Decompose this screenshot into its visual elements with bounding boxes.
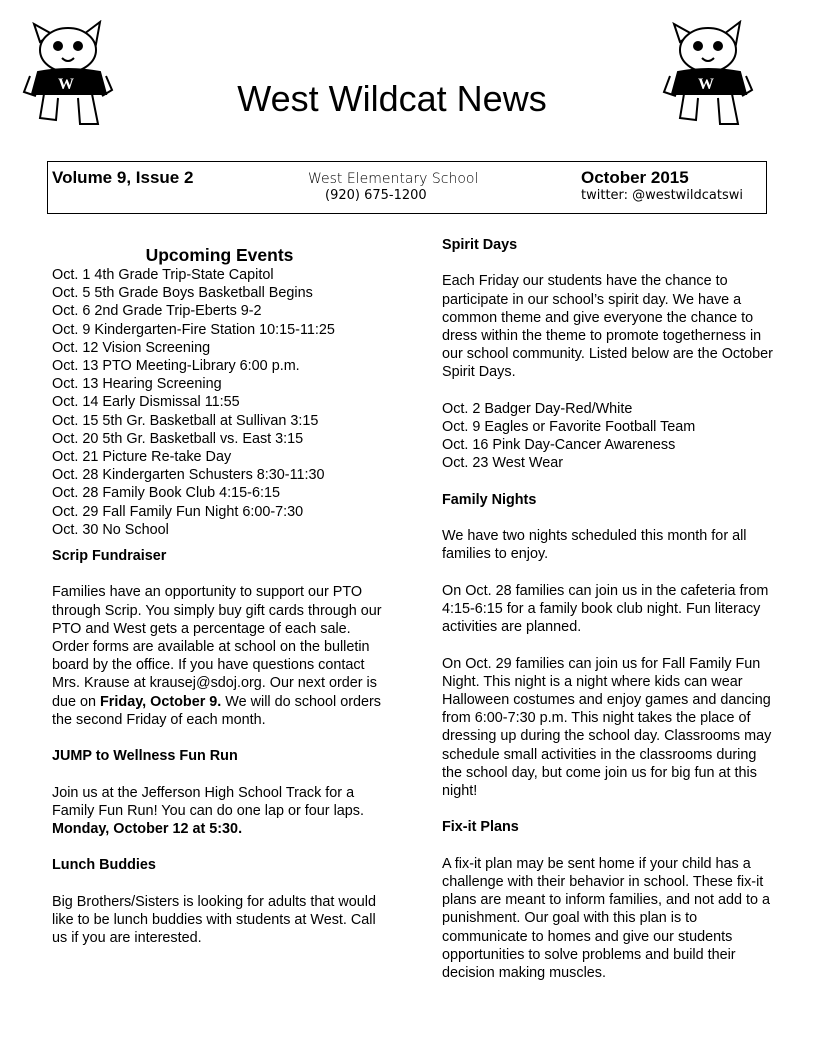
- volume-issue: Volume 9, Issue 2: [52, 168, 194, 187]
- spirit-heading: Spirit Days: [442, 237, 518, 253]
- events-list: [52, 266, 387, 539]
- issue-date: October 2015: [581, 168, 689, 187]
- event-item: Oct. 20 5th Gr. Basketball vs. East 3:15: [52, 430, 304, 447]
- spirit-day-item: Oct. 2 Badger Day-Red/White: [442, 400, 633, 417]
- event-item: Oct. 9 Kindergarten-Fire Station 10:15-11:25: [52, 321, 335, 338]
- event-item: Oct. 13 Hearing Screening: [52, 376, 222, 393]
- svg-text:W: W: [58, 76, 74, 93]
- scrip-text: Families have an opportunity to support our PTO through Scrip. You simply buy gift cards through our PTO and West gets a percentage of each sale. Order forms are available at school on the bulletin board by the office. If you have questions contact Mrs. Krause at krausej@sdoj.org. Our next order is due on: [52, 584, 382, 710]
- event-item: Oct. 21 Picture Re-take Day: [52, 449, 232, 466]
- fun-run-text: Join us at the Jefferson High School Track for a Family Fun Run! You can do one lap or four laps.: [52, 784, 364, 819]
- event-item: Oct. 30 No School: [52, 521, 169, 538]
- family-p3: On Oct. 29 families can join us for Fall Family Fun Night. This night is a night where kids can wear Halloween costumes and enjoy games and dancing from 6:00-7:30 p.m. This night takes the place of dressing up during the school day. Classrooms may schedule small activities in the classrooms during the school day, but come join us for big fun at this night!: [442, 655, 772, 799]
- event-item: Oct. 28 Kindergarten Schusters 8:30-11:30: [52, 467, 325, 484]
- event-item: Oct. 5 5th Grade Boys Basketball Begins: [52, 285, 313, 302]
- event-item: Oct. 6 2nd Grade Trip-Eberts 9-2: [52, 303, 262, 320]
- event-item: Oct. 15 5th Gr. Basketball at Sullivan 3:15: [52, 412, 319, 429]
- lunch-heading: Lunch Buddies: [52, 857, 156, 874]
- family-heading: Family Nights: [442, 491, 537, 508]
- spirit-days-list: [442, 400, 777, 473]
- school-name: West Elementary School: [308, 171, 479, 187]
- scrip-heading: Scrip Fundraiser: [52, 548, 167, 565]
- event-item: Oct. 13 PTO Meeting-Library 6:00 p.m.: [52, 358, 300, 375]
- twitter-handle: twitter: @westwildcatswi: [581, 188, 743, 203]
- event-item: Oct. 29 Fall Family Fun Night 6:00-7:30: [52, 503, 304, 520]
- fun-run-date: Monday, October 12 at 5:30.: [52, 821, 243, 838]
- events-heading: Upcoming Events: [145, 245, 294, 265]
- svg-text:W: W: [698, 76, 714, 93]
- event-item: Oct. 14 Early Dismissal 11:55: [52, 394, 240, 411]
- newsletter-title: West Wildcat News: [237, 78, 547, 119]
- spirit-body: Each Friday our students have the chance to participate in our school’s spirit day. We have a common theme and give everyone the chance to dress within the theme to promote togetherness in our school community. Listed below are the October Spirit Days.: [442, 273, 773, 381]
- event-item: Oct. 1 4th Grade Trip-State Capitol: [52, 267, 274, 283]
- family-p2: On Oct. 28 families can join us in the cafeteria from 4:15-6:15 for a family book club night. Fun literacy activities are planned.: [442, 582, 769, 636]
- fun-run-body: [52, 784, 387, 839]
- fixit-heading: Fix-it Plans: [442, 819, 519, 836]
- scrip-body: [52, 583, 387, 729]
- spirit-day-item: Oct. 9 Eagles or Favorite Football Team: [442, 419, 696, 435]
- lunch-body: Big Brothers/Sisters is looking for adults that would like to be lunch buddies with students at West. Call us if you are interested.: [52, 893, 376, 947]
- school-phone: (920) 675-1200: [325, 188, 427, 203]
- right-column: [442, 236, 777, 982]
- fun-run-heading: JUMP to Wellness Fun Run: [52, 748, 238, 765]
- event-item: Oct. 12 Vision Screening: [52, 339, 211, 356]
- scrip-due-date: Friday, October 9.: [100, 693, 222, 710]
- event-item: Oct. 28 Family Book Club 4:15-6:15: [52, 485, 280, 502]
- fixit-body: A fix-it plan may be sent home if your child has a challenge with their behavior in school. These fix-it plans are meant to inform families, and not add to a punishment. Our goal with this plan is to communicate to homes and give our students opportunities to solve problems and build their decision making muscles.: [442, 855, 770, 981]
- spirit-day-item: Oct. 23 West Wear: [442, 455, 564, 472]
- scrip-tail: We will do school orders the second Friday of each month.: [52, 693, 382, 728]
- left-column: [52, 244, 387, 947]
- spirit-day-item: Oct. 16 Pink Day-Cancer Awareness: [442, 437, 676, 454]
- family-p1: We have two nights scheduled this month for all families to enjoy.: [442, 528, 747, 563]
